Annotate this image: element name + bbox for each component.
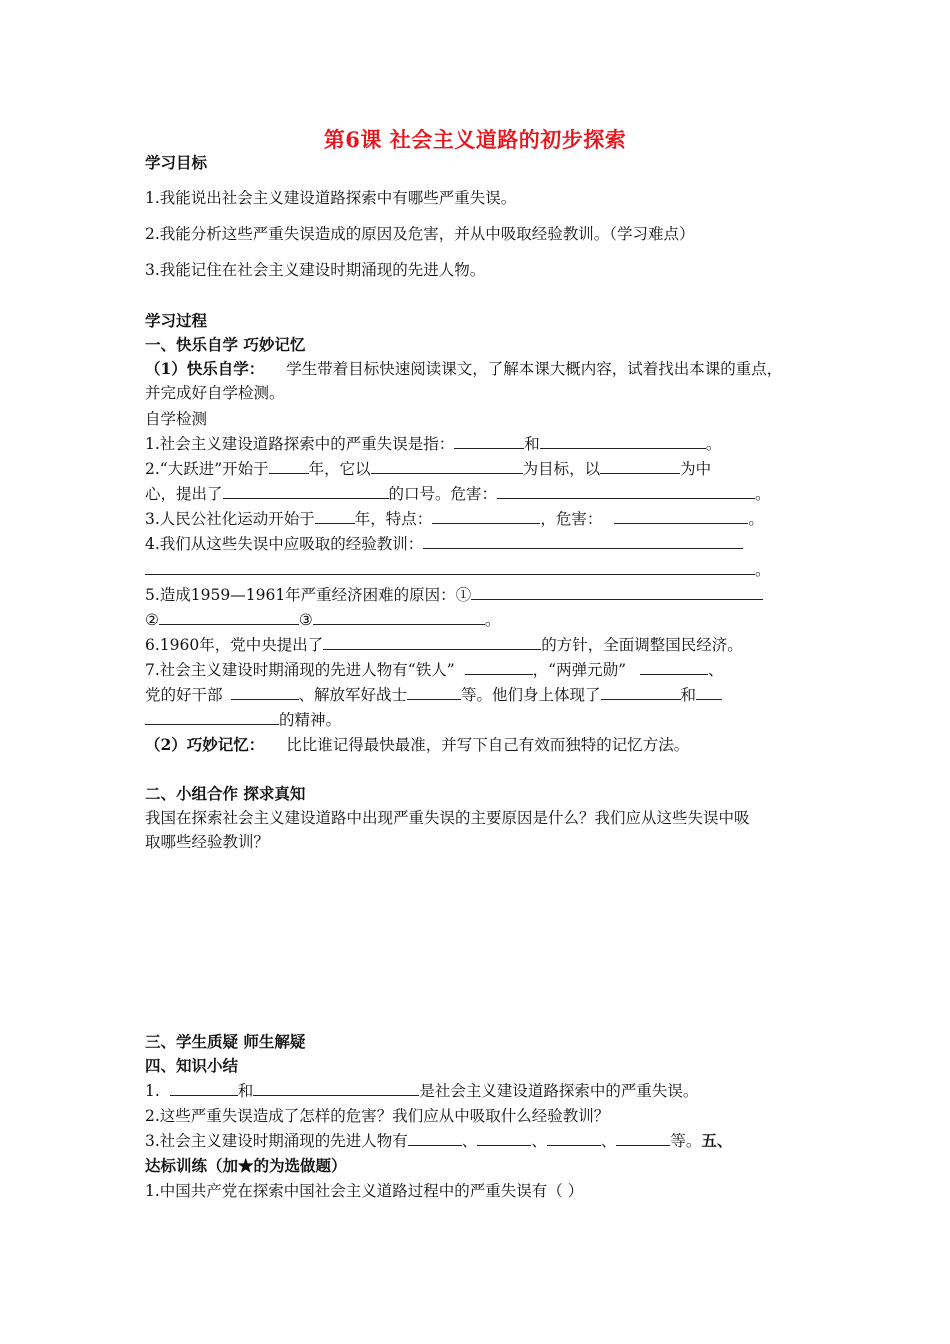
blank[interactable]: [423, 534, 743, 549]
memory-line: [145, 735, 689, 755]
blank[interactable]: [616, 1131, 670, 1146]
q5-text: ③: [298, 611, 313, 629]
question-4-cont: [145, 560, 771, 580]
q2-text: 2.“大跃进”开始于: [145, 460, 269, 478]
q7-text: 等。他们身上体现了: [461, 686, 601, 704]
q1-text: 。: [705, 435, 722, 453]
blank[interactable]: [145, 710, 279, 725]
blank[interactable]: [614, 509, 748, 524]
blank[interactable]: [223, 484, 389, 499]
section-1-heading: 一、快乐自学 巧妙记忆: [145, 335, 306, 354]
blank[interactable]: [253, 1081, 419, 1096]
question-2a: [145, 459, 711, 479]
blank[interactable]: [432, 509, 540, 524]
goal-item: 1.我能说出社会主义建设道路探索中有哪些严重失误。: [145, 189, 517, 207]
blank[interactable]: [371, 459, 523, 474]
s3-text: 3.社会主义建设时期涌现的先进人物有: [145, 1132, 408, 1150]
page-title: 第6课 社会主义道路的初步探索: [323, 127, 627, 152]
question-7a: [145, 660, 724, 680]
q7-text: 党的好干部: [145, 686, 223, 704]
blank[interactable]: [323, 635, 541, 650]
q7-text: 、: [708, 661, 724, 679]
q2-text: 。: [755, 485, 771, 503]
blank[interactable]: [696, 685, 722, 700]
q2-text: 的口号。危害：: [388, 485, 498, 503]
q7-text: 、解放军好战士: [298, 686, 408, 704]
q5-text: 。: [484, 611, 501, 629]
goal-item: 2.我能分析这些严重失误造成的原因及危害，并从中吸取经验教训。（学习难点）: [145, 225, 695, 243]
s1-text: 是社会主义建设道路探索中的严重失误。: [419, 1082, 699, 1100]
q2-text: 年，它以: [308, 460, 371, 478]
blank[interactable]: [159, 610, 299, 625]
q3-text: 。: [748, 510, 764, 528]
blank[interactable]: [465, 660, 533, 675]
memory-label: （2）巧妙记忆：: [145, 735, 265, 754]
q3-text: 3.人民公社化运动开始于: [145, 510, 315, 528]
s3-text: 、: [600, 1132, 617, 1150]
self-study-text: 学生带着目标快速阅读课文，了解本课大概内容，试着找出本课的重点，: [286, 360, 783, 378]
blank[interactable]: [497, 484, 755, 499]
question-7c: [145, 710, 341, 730]
blank[interactable]: [471, 585, 763, 600]
q4-text: 4.我们从这些失误中应吸取的经验教训：: [145, 535, 424, 553]
blank[interactable]: [408, 1131, 462, 1146]
section-5-heading: 达标训练（加★的为选做题）: [145, 1156, 347, 1175]
q2-text: 为中: [680, 460, 712, 478]
blank[interactable]: [454, 434, 524, 449]
self-study-line: [145, 359, 782, 379]
q1-text: 和: [524, 435, 540, 453]
blank[interactable]: [315, 509, 355, 524]
q7-text: 7.社会主义建设时期涌现的先进人物有“铁人”: [145, 661, 455, 679]
process-heading: 学习过程: [145, 311, 208, 330]
blank[interactable]: [145, 560, 755, 575]
self-study-text-cont: 并完成好自学检测。: [145, 384, 285, 402]
question-6: [145, 635, 743, 655]
question-1: [145, 434, 721, 454]
q7-text: ，“两弹元勋”: [532, 661, 626, 679]
goal-item: 3.我能记住在社会主义建设时期涌现的先进人物。: [145, 261, 486, 279]
s3-text: 、: [531, 1132, 547, 1150]
summary-2: 2.这些严重失误造成了怎样的危害？我们应从中吸取什么经验教训？: [145, 1107, 610, 1125]
q5-text: 5.造成1959—1961年严重经济困难的原因：①: [145, 586, 472, 604]
self-study-label: （1）快乐自学：: [145, 359, 265, 378]
blank[interactable]: [477, 1131, 531, 1146]
blank[interactable]: [601, 685, 681, 700]
q5-text: ②: [145, 611, 159, 629]
q6-text: 的方针，全面调整国民经济。: [541, 636, 743, 654]
question-3: [145, 509, 764, 529]
summary-3: [145, 1131, 732, 1151]
question-5a: [145, 585, 763, 605]
question-5b: [145, 610, 500, 630]
blank[interactable]: [407, 685, 461, 700]
s1-text: 1.: [145, 1082, 160, 1100]
check-heading: 自学检测: [145, 410, 208, 428]
q2-text: 心，提出了: [145, 485, 223, 503]
question-7b: [145, 685, 722, 705]
section-2-text: 我国在探索社会主义建设道路中出现严重失误的主要原因是什么？我们应从这些失误中吸: [145, 809, 750, 827]
blank[interactable]: [170, 1081, 238, 1096]
section-3-heading: 三、学生质疑 师生解疑: [145, 1032, 306, 1051]
summary-1: [145, 1081, 698, 1101]
q7-text: 和: [680, 686, 697, 704]
training-question-1: 1.中国共产党在探索中国社会主义道路过程中的严重失误有（ ）: [145, 1182, 584, 1200]
question-2b: [145, 484, 771, 504]
blank[interactable]: [640, 660, 708, 675]
blank[interactable]: [547, 1131, 601, 1146]
s1-text: 和: [237, 1082, 254, 1100]
q3-text: 年，特点：: [354, 510, 433, 528]
blank[interactable]: [231, 685, 299, 700]
section-2-heading: 二、小组合作 探求真知: [145, 784, 306, 803]
blank[interactable]: [600, 459, 680, 474]
section-2-text: 取哪些经验教训？: [145, 833, 270, 851]
section-5-heading-start: 五、: [701, 1131, 733, 1150]
blank[interactable]: [269, 459, 309, 474]
q7-text: 的精神。: [279, 711, 342, 729]
q2-text: 为目标，以: [522, 460, 601, 478]
q4-text: 。: [755, 561, 771, 579]
q3-text: ，危害：: [540, 510, 603, 528]
question-4: [145, 534, 743, 554]
memory-text: 比比谁记得最快最准，并写下自己有效而独特的记忆方法。: [286, 736, 690, 754]
s3-text: 、: [461, 1132, 478, 1150]
q6-text: 6.1960年，党中央提出了: [145, 636, 324, 654]
s3-text: 等。: [670, 1132, 702, 1150]
section-4-heading: 四、知识小结: [145, 1056, 239, 1075]
q1-text: 1.社会主义建设道路探索中的严重失误是指：: [145, 435, 455, 453]
blank[interactable]: [540, 434, 706, 449]
goals-heading: 学习目标: [145, 153, 208, 172]
blank[interactable]: [313, 610, 485, 625]
